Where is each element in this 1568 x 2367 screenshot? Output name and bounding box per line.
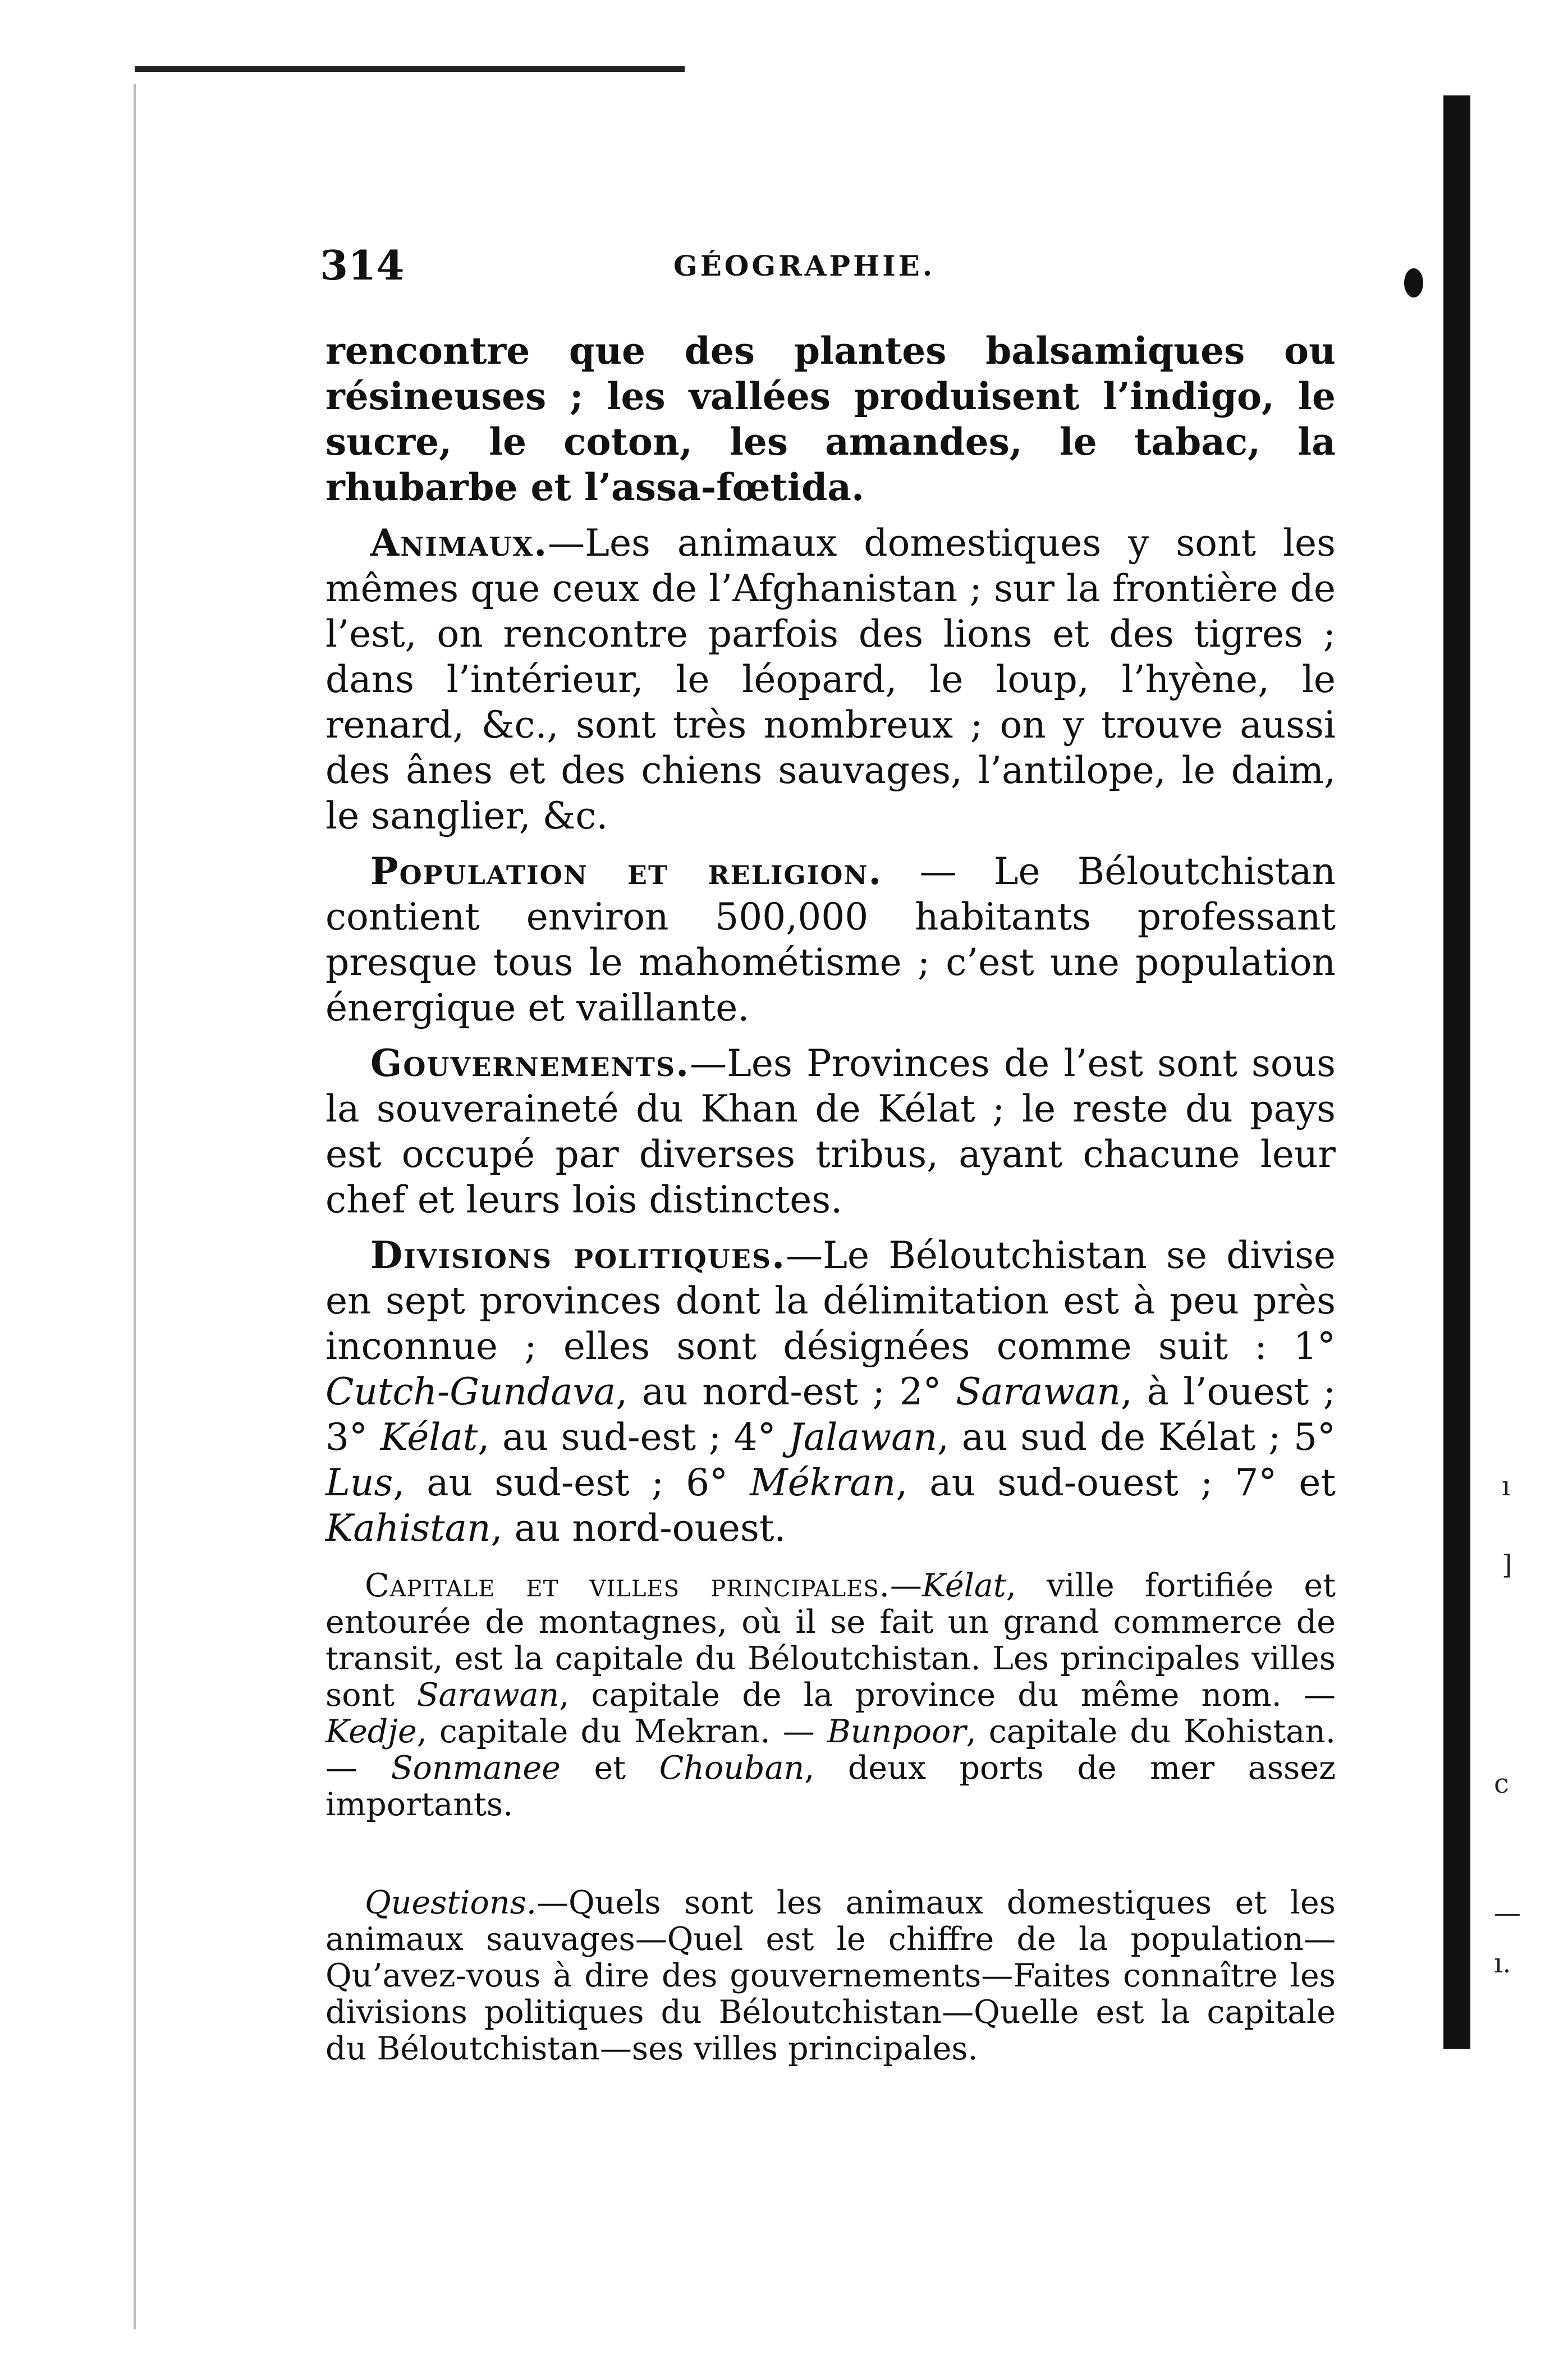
questions-paragraph bbox=[325, 1885, 1336, 2067]
capitale-paragraph bbox=[325, 1568, 1336, 1823]
margin-mark: ı. bbox=[1494, 1948, 1511, 1979]
province-name: Cutch-Gundava bbox=[325, 1370, 616, 1413]
divisions-text: , au sud de Kélat ; 5° bbox=[937, 1416, 1336, 1459]
running-head: GÉOGRAPHIE. bbox=[673, 249, 936, 282]
capitale-text: — bbox=[890, 1567, 922, 1604]
divisions-heading: Divisions politiques. bbox=[370, 1233, 786, 1277]
right-binding-edge bbox=[1443, 95, 1470, 2049]
divisions-text: , au sud-est ; 4° bbox=[478, 1416, 789, 1459]
gouvernements-paragraph bbox=[325, 1041, 1336, 1223]
questions-text: —Quels sont les animaux domestiques et les animaux sauvages—Quel est le chiffre de la population—Qu’avez-vous à dire des gouvernements—Faites connaître les divisions politiques du Béloutchistan—Quelle est la capitale du Béloutchistan—ses villes principales. bbox=[325, 1884, 1336, 2067]
capitale-text: , ville fortifiée et entourée de montagnes, où il se fait un grand commerce de transit, est la capitale du Béloutchistan. Les principales villes sont bbox=[325, 1567, 1336, 1714]
page-header bbox=[320, 241, 1375, 292]
page-body bbox=[325, 328, 1336, 2067]
capitale-text: , capitale de la province du même nom. — bbox=[559, 1677, 1336, 1714]
divisions-text: , au nord-ouest. bbox=[490, 1507, 786, 1550]
questions-label: Questions. bbox=[365, 1884, 537, 1921]
margin-mark: ı bbox=[1502, 1471, 1511, 1502]
margin-mark: ] bbox=[1502, 1549, 1512, 1581]
capitale-heading: Capitale et villes principales. bbox=[365, 1567, 890, 1604]
province-name: Kélat bbox=[380, 1416, 478, 1459]
margin-mark: — bbox=[1494, 1897, 1521, 1929]
divisions-text: , au nord-est ; 2° bbox=[616, 1370, 956, 1413]
animaux-heading: Animaux. bbox=[370, 521, 548, 565]
left-page-edge bbox=[134, 84, 136, 2329]
province-name: Jalawan bbox=[788, 1416, 938, 1459]
divisions-text: , au sud-ouest ; 7° et bbox=[896, 1461, 1336, 1504]
page-number: 314 bbox=[320, 241, 405, 289]
top-edge-rule bbox=[135, 66, 685, 72]
city-name: Kélat bbox=[921, 1567, 1006, 1604]
divisions-text: , au sud-est ; 6° bbox=[393, 1461, 750, 1504]
province-name: Kahistan bbox=[325, 1507, 491, 1550]
city-name: Chouban bbox=[659, 1750, 805, 1787]
population-heading: Population et religion. bbox=[370, 849, 883, 893]
province-name: Sarawan bbox=[956, 1370, 1121, 1413]
capitale-text: et bbox=[560, 1750, 659, 1787]
province-name: Lus bbox=[325, 1461, 393, 1504]
province-name: Mékran bbox=[750, 1461, 896, 1504]
intro-paragraph: rencontre que des plantes balsamiques ou résineuses ; les vallées produisent l’indigo, le sucre, le coton, les amandes, le tabac, la rhubarbe et l’assa-fœtida. bbox=[325, 329, 1336, 509]
population-paragraph bbox=[325, 849, 1336, 1031]
divisions-paragraph bbox=[325, 1233, 1336, 1551]
margin-mark: c bbox=[1494, 1768, 1509, 1800]
animaux-paragraph bbox=[325, 520, 1336, 839]
city-name: Bunpoor bbox=[827, 1713, 966, 1750]
ink-dot bbox=[1404, 268, 1423, 297]
capitale-text: , capitale du Kohistan.— bbox=[325, 1713, 1336, 1787]
divisions-text: , à l’ouest ; 3° bbox=[325, 1370, 1336, 1459]
population-text: — Le Béloutchistan contient environ 500,000 habitants professant presque tous le mahométisme ; c’est une population énergique et vaillante. bbox=[325, 850, 1336, 1029]
animaux-text: —Les animaux domestiques y sont les mêmes que ceux de l’Afghanistan ; sur la frontière de l’est, on rencontre parfois des lions et des tigres ; dans l’intérieur, le léopard, le loup, l’hyène, le renard, &c., sont très nombreux ; on y trouve aussi des ânes et des chiens sauvages, l’antilope, le daim, le sanglier, &c. bbox=[325, 521, 1336, 837]
capitale-text: , capitale du Mekran. — bbox=[416, 1713, 827, 1750]
city-name: Sonmanee bbox=[391, 1750, 561, 1787]
gouvernements-text: —Les Provinces de l’est sont sous la souveraineté du Khan de Kélat ; le reste du pays est occupé par diverses tribus, ayant chacune leur chef et leurs lois distinctes. bbox=[325, 1042, 1336, 1221]
divisions-text: —Le Béloutchistan se divise en sept provinces dont la délimitation est à peu près inconnue ; elles sont désignées comme suit : 1° bbox=[325, 1234, 1336, 1368]
gouvernements-heading: Gouvernements. bbox=[370, 1041, 690, 1085]
capitale-text: , deux ports de mer assez importants. bbox=[325, 1750, 1336, 1823]
city-name: Kedje bbox=[325, 1713, 417, 1750]
city-name: Sarawan bbox=[416, 1677, 560, 1714]
